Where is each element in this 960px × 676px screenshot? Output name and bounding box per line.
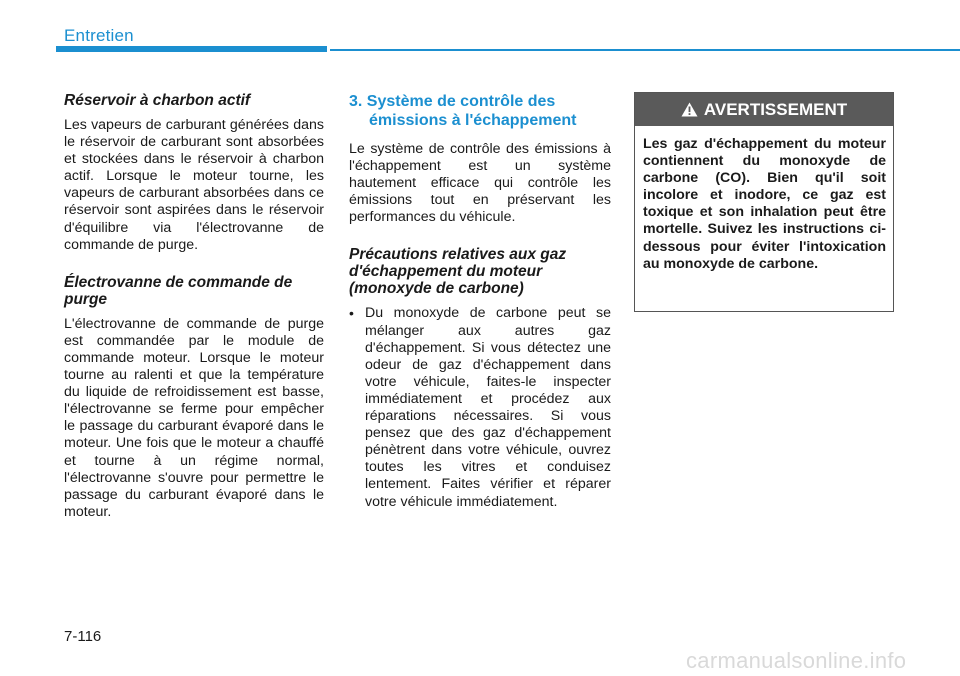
- watermark: carmanualsonline.info: [686, 648, 907, 673]
- page-number: 7-116: [64, 628, 102, 645]
- subheading-exhaust-precautions: Précautions relatives aux gaz d'échappement du moteur (monoxyde de carbone): [349, 246, 567, 298]
- warning-text: Les gaz d'échappement du moteur contiennent du monoxyde de carbone (CO). Bien qu'il soit incolore et inodore, ce gaz est toxique et son inhalation peut être mortelle. Suivez les instructions ci-dessous pour éviter l'intoxication au monoxyde de carbone.: [643, 136, 886, 272]
- column-middle: [349, 92, 611, 511]
- section-heading-line1: Système de contrôle des: [366, 93, 556, 110]
- section-heading-line2: émissions à l'échappement: [369, 112, 577, 129]
- paragraph-emissions-system: Le système de contrôle des émissions à l'échappement est un système hautement efficace qui contrôle les émissions tout en préservant les performances du véhicule.: [349, 141, 611, 226]
- header-rule-thin: [330, 49, 960, 51]
- bullet-text: Du monoxyde de carbone peut se mélanger aux autres gaz d'échappement. Si vous détectez une odeur de gaz d'échappement dans votre véhicule, faites-le inspecter immédiatement et procédez aux réparations nécessaires. Si vous pensez que des gaz d'échappement pénètrent dans votre véhicule, ouvrez toutes les vitres et conduisez lentement. Faites vérifier et réparer votre véhicule immédiatement.: [365, 305, 611, 510]
- header-rule-thick: [56, 46, 327, 52]
- warning-box: [634, 92, 894, 312]
- section-title: Entretien: [64, 26, 134, 45]
- warning-title: AVERTISSEMENT: [703, 99, 848, 119]
- warning-header: [635, 93, 893, 126]
- section-heading-emissions: [349, 92, 611, 130]
- paragraph-charcoal-canister: Les vapeurs de carburant générées dans le réservoir de carburant sont absorbées et stockées dans le réservoir à charbon actif. Lorsque le moteur tourne, les vapeurs de carburant absorbées dans ce réservoir sont aspirées dans le réservoir d'équilibre via l'électrovanne de commande de purge.: [64, 117, 324, 253]
- column-right: [634, 92, 896, 312]
- column-left: [64, 92, 324, 521]
- subheading-purge-valve: Électrovanne de commande de purge: [64, 273, 293, 308]
- subheading-charcoal-canister: Réservoir à charbon actif: [64, 92, 251, 109]
- warning-triangle-icon: [681, 102, 698, 117]
- bullet-icon: •: [349, 305, 354, 322]
- section-number: 3.: [349, 93, 363, 110]
- paragraph-purge-valve: L'électrovanne de commande de purge est commandée par le module de commande moteur. Lorsque le moteur tourne au ralenti et que la température du liquide de refroidissement est basse, l'électrovanne se ferme pour empêcher le passage du carburant évaporé dans le moteur. Une fois que le moteur a chauffé et tourne à un régime normal, l'électrovanne s'ouvre pour permettre le passage du carburant évaporé dans le moteur.: [64, 315, 324, 520]
- list-item: [349, 305, 611, 510]
